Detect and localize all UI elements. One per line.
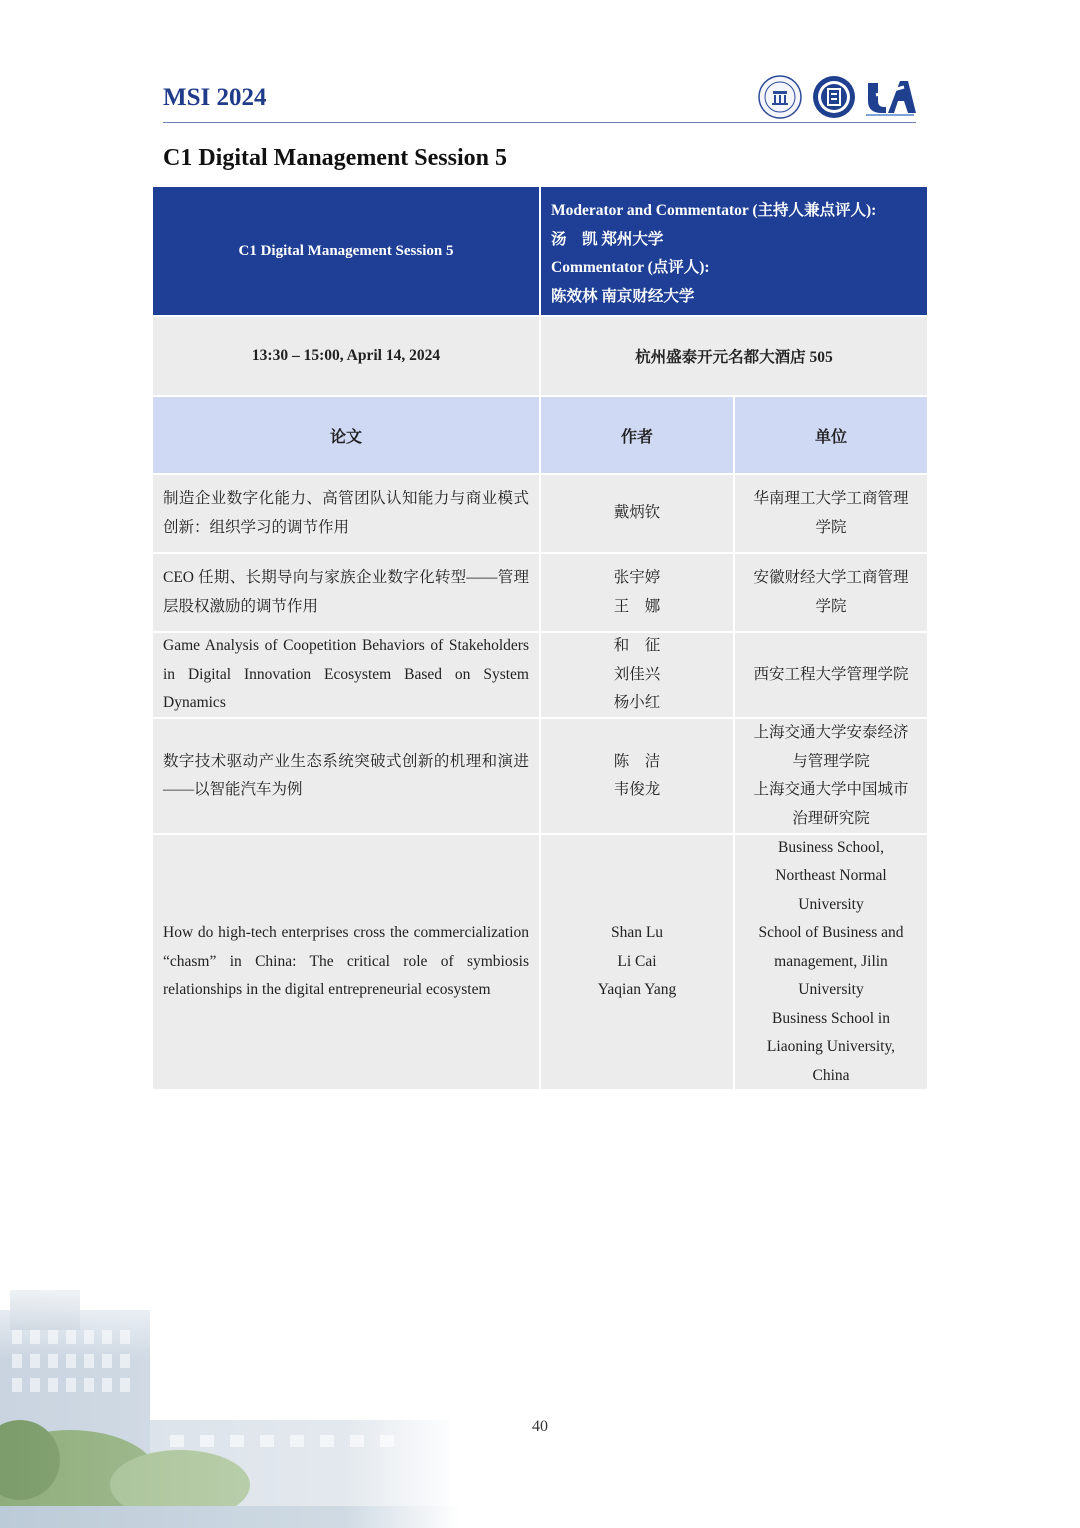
affiliation-line: 学院 — [815, 518, 847, 536]
university-seal-logo — [758, 75, 802, 119]
author-name: Yaqian Yang — [597, 981, 677, 999]
paper-title-4: 数字技术驱动产业生态系统突破式创新的机理和演进——以智能汽车为例 — [153, 719, 539, 833]
affiliation-line: 与管理学院 — [792, 752, 870, 770]
session-name-cell: C1 Digital Management Session 5 — [153, 187, 539, 315]
paper-title-3: Game Analysis of Coopetition Behaviors of Stakeholders in Digital Innovation Ecosystem Based on System Dynamics — [153, 633, 539, 717]
affiliation-line: 华南理工大学工商管理 — [753, 490, 909, 507]
author-name: 和 征 — [613, 637, 661, 655]
column-header-paper: 论文 — [153, 397, 539, 473]
column-header-affiliation: 单位 — [735, 397, 927, 473]
affiliation-line: China — [812, 1066, 850, 1084]
authors-5 — [541, 835, 733, 1089]
ua-logo — [864, 75, 916, 119]
author-name: 杨小红 — [613, 694, 661, 712]
commentator-label: Commentator (点评人): — [551, 259, 710, 276]
session-time: 13:30 – 15:00, April 14, 2024 — [153, 317, 539, 395]
authors-4 — [541, 719, 733, 833]
author-name: Li Cai — [617, 952, 657, 970]
author-name: 张宇婷 — [613, 569, 661, 586]
author-name: 戴炳钦 — [613, 504, 661, 522]
author-name: 陈 洁 — [613, 752, 661, 770]
affiliation-line: 上海交通大学安泰经济 — [753, 724, 909, 741]
affiliation-line: management, Jilin — [774, 952, 888, 970]
authors-3 — [541, 633, 733, 717]
affiliation-line: Business School, — [778, 838, 884, 856]
university-emblem-logo — [812, 75, 856, 119]
author-name: 刘佳兴 — [613, 665, 661, 683]
page-number: 40 — [532, 1418, 548, 1435]
authors-2 — [541, 554, 733, 631]
affiliation-line: Northeast Normal — [775, 867, 887, 885]
affiliation-line: 安徽财经大学工商管理 — [753, 569, 909, 586]
authors-1 — [541, 475, 733, 552]
document-header-title: MSI 2024 — [163, 84, 267, 111]
affiliation-line: Liaoning University, — [766, 1038, 896, 1056]
header-divider — [163, 122, 916, 123]
affiliation-line: Business School in — [772, 1009, 890, 1027]
author-name: Shan Lu — [610, 924, 664, 942]
campus-building-illustration — [0, 1270, 460, 1528]
paper-title-1: 制造企业数字化能力、高管团队认知能力与商业模式创新：组织学习的调节作用 — [153, 475, 539, 552]
affiliation-line: 西安工程大学管理学院 — [753, 665, 909, 683]
session-venue: 杭州盛泰开元名都大酒店 505 — [541, 317, 927, 395]
affiliation-line: 上海交通大学中国城市 — [753, 781, 909, 798]
column-header-authors: 作者 — [541, 397, 733, 473]
affiliation-5 — [735, 835, 927, 1089]
session-title: C1 Digital Management Session 5 — [163, 145, 507, 171]
affiliation-line: University — [798, 981, 864, 999]
moderator-label: Moderator and Commentator (主持人兼点评人): — [551, 202, 877, 219]
paper-title-2: CEO 任期、长期导向与家族企业数字化转型——管理层股权激励的调节作用 — [153, 554, 539, 631]
moderator-cell — [541, 187, 927, 315]
affiliation-line: 治理研究院 — [792, 809, 870, 827]
author-name: 韦俊龙 — [613, 781, 661, 798]
affiliation-line: University — [798, 895, 864, 913]
affiliation-line: 学院 — [815, 597, 847, 615]
moderator-name: 汤 凯 郑州大学 — [551, 230, 664, 248]
affiliation-3 — [735, 633, 927, 717]
commentator-name: 陈效林 南京财经大学 — [551, 287, 695, 305]
affiliation-line: School of Business and — [758, 924, 904, 942]
affiliation-2 — [735, 554, 927, 631]
paper-title-5: How do high-tech enterprises cross the commercialization “chasm” in China: The critical role of symbiosis relationships in the digital entrepreneurial ecosystem — [153, 835, 539, 1089]
author-name: 王 娜 — [613, 597, 661, 615]
affiliation-1 — [735, 475, 927, 552]
affiliation-4 — [735, 719, 927, 833]
